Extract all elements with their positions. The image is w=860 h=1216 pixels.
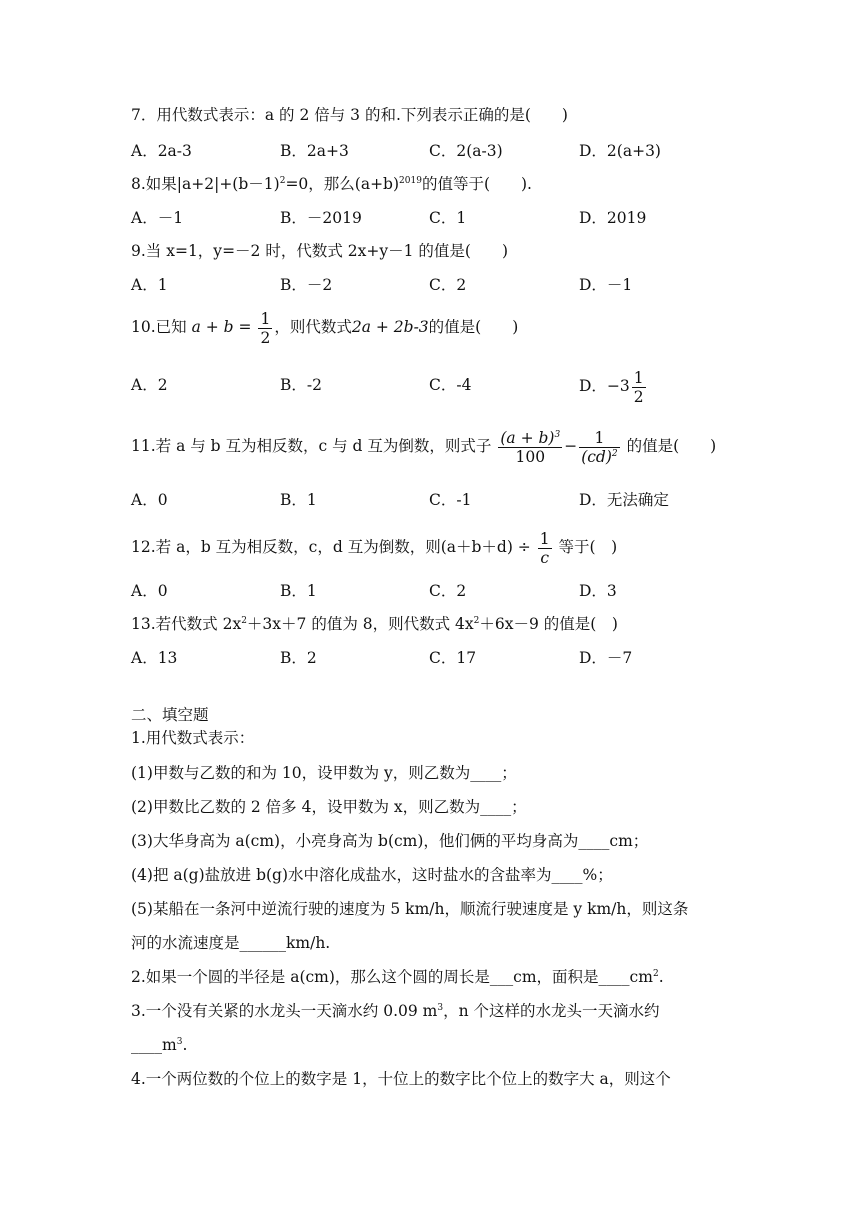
denominator-exponent: 2 bbox=[611, 448, 618, 459]
question-8-text-c: 的值等于( ). bbox=[421, 175, 532, 193]
fill-question-1-item: (3)大华身高为 a(cm)，小亮身高为 b(cm)，他们俩的平均身高为____cm； bbox=[131, 832, 649, 850]
question-12-suffix: 等于( ) bbox=[558, 538, 618, 556]
fraction-denominator: 2 bbox=[633, 387, 644, 406]
question-8-text-b: =0，那么(a+b) bbox=[285, 175, 400, 193]
fraction-denominator: 100 bbox=[515, 447, 546, 466]
question-13 bbox=[131, 614, 618, 634]
fraction-numerator: 1 bbox=[260, 309, 271, 328]
question-12 bbox=[131, 527, 617, 567]
fill-question-3-text-a: 3.一个没有关紧的水龙头一天滴水约 0.09 m bbox=[131, 1002, 438, 1020]
question-12-fraction bbox=[538, 530, 552, 567]
fill-question-3-exponent-1: 3 bbox=[437, 1003, 444, 1013]
fill-question-1-item: 河的水流速度是______km/h. bbox=[131, 934, 331, 952]
question-10-expression: 2a + 2b-3 bbox=[351, 318, 429, 336]
option-d[interactable]: D．3 bbox=[579, 582, 617, 600]
fill-question-2-end: . bbox=[658, 968, 664, 986]
question-13-text-a: 13.若代数式 2x bbox=[131, 615, 242, 633]
question-11-options bbox=[131, 489, 731, 513]
option-a[interactable]: A．13 bbox=[131, 649, 178, 667]
option-a[interactable]: A．0 bbox=[131, 582, 168, 600]
question-9-text: 9.当 x=1，y=－2 时，代数式 2x+y－1 的值是( ) bbox=[131, 242, 508, 260]
question-7 bbox=[131, 105, 568, 125]
fill-question-1-item: (2)甲数比乙数的 2 倍多 4，设甲数为 x，则乙数为____； bbox=[131, 798, 527, 816]
fill-question-1-title: 1.用代数式表示： bbox=[131, 729, 255, 747]
fill-question-1-item: (5)某船在一条河中逆流行驶的速度为 5 km/h，顺流行驶速度是 y km/h，则这条 bbox=[131, 900, 689, 918]
question-10-suffix-b: 的值是( ) bbox=[428, 318, 519, 336]
option-d[interactable]: D．无法确定 bbox=[579, 491, 669, 509]
question-11 bbox=[131, 424, 716, 468]
question-13-exponent-1: 2 bbox=[241, 616, 247, 626]
option-c[interactable]: C．2 bbox=[429, 276, 467, 294]
fill-question-3 bbox=[131, 1001, 660, 1021]
question-10-options bbox=[131, 368, 731, 408]
option-c[interactable]: C．-1 bbox=[429, 491, 472, 509]
question-11-minus: − bbox=[564, 437, 578, 455]
question-8-text-a: 8.如果|a+2|+(b－1) bbox=[131, 175, 280, 193]
option-b[interactable]: B．-2 bbox=[280, 376, 322, 394]
fraction-denominator: c bbox=[540, 548, 550, 567]
question-9-options bbox=[131, 274, 731, 298]
question-13-exponent-2: 2 bbox=[473, 616, 480, 626]
fraction-numerator: 1 bbox=[633, 368, 644, 387]
question-11-fraction-1 bbox=[498, 429, 562, 466]
option-b[interactable]: B．1 bbox=[280, 491, 317, 509]
option-b[interactable]: B．2a+3 bbox=[280, 142, 349, 160]
numerator-text: (a + b) bbox=[500, 428, 555, 447]
fill-question-3-text-b: ，n 个这样的水龙头一天滴水约 bbox=[443, 1002, 660, 1020]
question-10-prefix: 10.已知 bbox=[131, 318, 187, 336]
option-d[interactable]: D．2(a+3) bbox=[579, 142, 661, 160]
option-a[interactable]: A．－1 bbox=[131, 209, 184, 227]
option-d[interactable] bbox=[579, 368, 648, 406]
fill-question-4: 4.一个两位数的个位上的数字是 1，十位上的数字比个位上的数字大 a，则这个 bbox=[131, 1070, 671, 1088]
fill-question-2 bbox=[131, 967, 664, 987]
fill-question-1-item: (4)把 a(g)盐放进 b(g)水中溶化成盐水，这时盐水的含盐率为____%； bbox=[131, 866, 613, 884]
option-c[interactable]: C．2(a-3) bbox=[429, 142, 503, 160]
fill-question-3-blank: ____m bbox=[131, 1036, 177, 1054]
question-10-fraction bbox=[258, 310, 272, 347]
fraction-numerator bbox=[498, 429, 562, 448]
fill-question-3-exponent-2: 3 bbox=[176, 1037, 183, 1047]
fraction-denominator bbox=[579, 448, 619, 466]
denominator-text: (cd) bbox=[581, 447, 612, 466]
option-c[interactable]: C．-4 bbox=[429, 376, 472, 394]
question-11-suffix: 的值是( ) bbox=[626, 437, 717, 455]
question-13-text-c: ＋6x－9 的值是( ) bbox=[479, 615, 618, 633]
option-b[interactable]: B．1 bbox=[280, 582, 317, 600]
option-c[interactable]: C．1 bbox=[429, 209, 467, 227]
question-10 bbox=[131, 309, 518, 347]
fill-question-3-line-2 bbox=[131, 1035, 187, 1055]
question-7-text: 7．用代数式表示：a 的 2 倍与 3 的和.下列表示正确的是( ) bbox=[131, 106, 568, 124]
fraction-denominator: 2 bbox=[260, 328, 271, 347]
question-11-fraction-2 bbox=[579, 429, 619, 466]
option-d[interactable]: D．－1 bbox=[579, 276, 633, 294]
option-a[interactable]: A．0 bbox=[131, 491, 168, 509]
question-8-options bbox=[131, 207, 731, 231]
question-8 bbox=[131, 174, 532, 194]
question-13-options bbox=[131, 647, 731, 671]
fill-question-2-text: 2.如果一个圆的半径是 a(cm)，那么这个圆的周长是___cm，面积是____cm bbox=[131, 968, 653, 986]
question-12-options bbox=[131, 580, 731, 604]
question-13-text-b: ＋3x＋7 的值为 8，则代数式 4x bbox=[246, 615, 474, 633]
question-11-prefix: 11.若 a 与 b 互为相反数，c 与 d 互为倒数，则式子 bbox=[131, 437, 492, 455]
option-c[interactable]: C．17 bbox=[429, 649, 477, 667]
question-12-prefix: 12.若 a，b 互为相反数，c，d 互为倒数，则(a＋b＋d) ÷ bbox=[131, 538, 531, 556]
fraction-numerator: 1 bbox=[579, 429, 619, 448]
numerator-exponent: 3 bbox=[554, 429, 561, 440]
option-d-fraction bbox=[632, 369, 646, 406]
option-d-whole: −3 bbox=[606, 377, 630, 395]
fill-question-1-item: (1)甲数与乙数的和为 10，设甲数为 y，则乙数为____； bbox=[131, 764, 517, 782]
question-10-suffix-a: ，则代数式 bbox=[274, 318, 352, 336]
option-a[interactable]: A．2a-3 bbox=[131, 142, 192, 160]
section-heading: 二、填空题 bbox=[131, 706, 209, 724]
question-8-exponent: 2 bbox=[279, 176, 286, 186]
option-d[interactable]: D．2019 bbox=[579, 209, 647, 227]
option-b[interactable]: B．2 bbox=[280, 649, 317, 667]
option-b[interactable]: B．－2 bbox=[280, 276, 333, 294]
fill-question-3-end: . bbox=[182, 1036, 188, 1054]
option-c[interactable]: C．2 bbox=[429, 582, 467, 600]
option-b[interactable]: B．－2019 bbox=[280, 209, 362, 227]
question-9 bbox=[131, 241, 508, 261]
option-a[interactable]: A．1 bbox=[131, 276, 168, 294]
option-d-label: D． bbox=[579, 377, 607, 395]
question-7-options bbox=[131, 140, 731, 164]
question-10-lhs: a + b = bbox=[191, 318, 252, 336]
fraction-numerator: 1 bbox=[539, 529, 550, 548]
fill-question-2-exponent: 2 bbox=[652, 969, 659, 979]
question-8-power: 2019 bbox=[399, 176, 422, 186]
option-d[interactable]: D．－7 bbox=[579, 649, 633, 667]
option-a[interactable]: A．2 bbox=[131, 376, 168, 394]
